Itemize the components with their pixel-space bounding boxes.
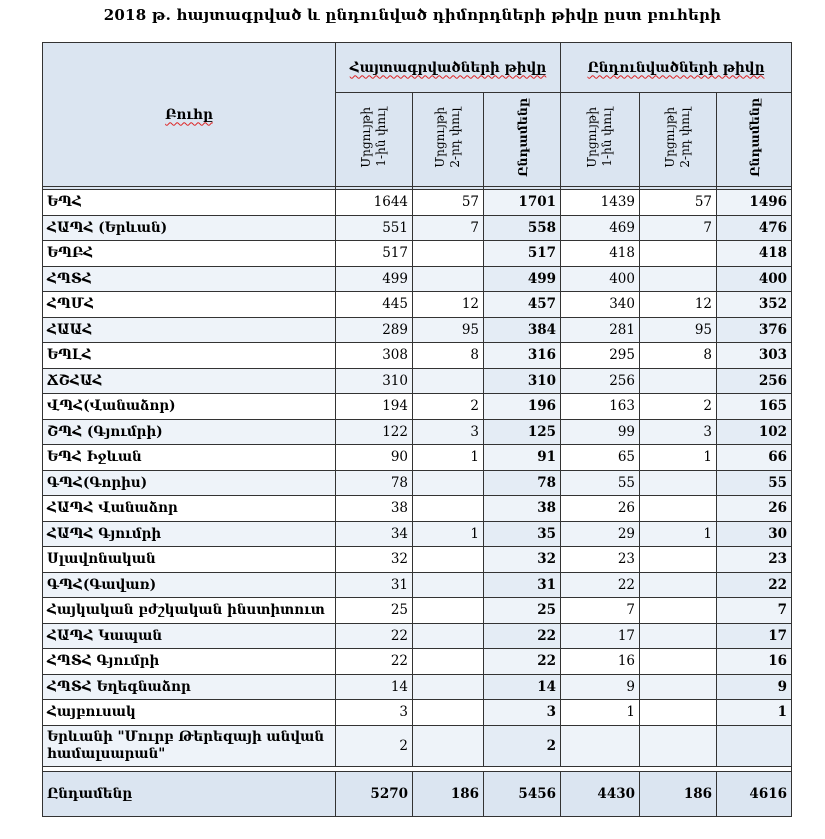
admitted-round1: 418 bbox=[561, 241, 640, 267]
applied-round2: 3 bbox=[413, 419, 484, 445]
totals-row bbox=[43, 771, 792, 816]
totals-label: Ընդամենը bbox=[43, 771, 336, 816]
applied-round1: 34 bbox=[336, 521, 413, 547]
table-row bbox=[43, 700, 792, 726]
university-name: ԵՊՀ Իջևան bbox=[43, 445, 336, 471]
table-row bbox=[43, 547, 792, 573]
admitted-round2 bbox=[640, 674, 717, 700]
header-admitted-round1: Մրցույթի 1-ին փուլ bbox=[561, 93, 640, 187]
university-name: Սլավոնական bbox=[43, 547, 336, 573]
admissions-table bbox=[42, 42, 792, 817]
applied-round2: 57 bbox=[413, 190, 484, 216]
admitted-round1: 29 bbox=[561, 521, 640, 547]
table-row bbox=[43, 445, 792, 471]
applied-total: 91 bbox=[484, 445, 561, 471]
admitted-total: 7 bbox=[717, 598, 792, 624]
admitted-round2: 1 bbox=[640, 445, 717, 471]
admitted-total: 376 bbox=[717, 317, 792, 343]
applied-round1: 517 bbox=[336, 241, 413, 267]
admitted-round2 bbox=[640, 241, 717, 267]
university-name: ԵՊԲՀ bbox=[43, 241, 336, 267]
university-name: ՀԱՊՀ Վանաձոր bbox=[43, 496, 336, 522]
admitted-total: 102 bbox=[717, 419, 792, 445]
applied-round2 bbox=[413, 470, 484, 496]
applied-round2 bbox=[413, 623, 484, 649]
admitted-round2 bbox=[640, 700, 717, 726]
applied-round2 bbox=[413, 725, 484, 766]
applied-round2: 12 bbox=[413, 292, 484, 318]
university-name: ԵՊՀ bbox=[43, 190, 336, 216]
admitted-round1: 7 bbox=[561, 598, 640, 624]
applied-round2 bbox=[413, 266, 484, 292]
applied-round1: 14 bbox=[336, 674, 413, 700]
admitted-total: 476 bbox=[717, 215, 792, 241]
admitted-total: 26 bbox=[717, 496, 792, 522]
admitted-round2 bbox=[640, 470, 717, 496]
header-admitted-total: Ընդամենը bbox=[717, 93, 792, 187]
applied-round2: 2 bbox=[413, 394, 484, 420]
university-name: ՀՊՄՀ bbox=[43, 292, 336, 318]
totals-a2: 186 bbox=[413, 771, 484, 816]
university-name: Հայբուսակ bbox=[43, 700, 336, 726]
admitted-round2: 2 bbox=[640, 394, 717, 420]
applied-total: 125 bbox=[484, 419, 561, 445]
applied-total: 310 bbox=[484, 368, 561, 394]
applied-total: 78 bbox=[484, 470, 561, 496]
university-name: ՀԱՊՀ Գյումրի bbox=[43, 521, 336, 547]
applied-round1: 90 bbox=[336, 445, 413, 471]
table-row bbox=[43, 623, 792, 649]
applied-total: 384 bbox=[484, 317, 561, 343]
applied-round1: 32 bbox=[336, 547, 413, 573]
admitted-total: 16 bbox=[717, 649, 792, 675]
applied-total: 1701 bbox=[484, 190, 561, 216]
admitted-round1: 1 bbox=[561, 700, 640, 726]
applied-round1: 499 bbox=[336, 266, 413, 292]
university-name: Հայկական բժշկական ինստիտուտ bbox=[43, 598, 336, 624]
header-group-applied: Հայտագրվածների թիվը bbox=[336, 43, 561, 93]
totals-b1: 4430 bbox=[561, 771, 640, 816]
applied-total: 457 bbox=[484, 292, 561, 318]
applied-round2 bbox=[413, 241, 484, 267]
applied-round1: 22 bbox=[336, 649, 413, 675]
applied-round2 bbox=[413, 572, 484, 598]
table-row bbox=[43, 419, 792, 445]
university-name: ՀԱԱՀ bbox=[43, 317, 336, 343]
applied-round2 bbox=[413, 649, 484, 675]
table-row bbox=[43, 649, 792, 675]
applied-round1: 310 bbox=[336, 368, 413, 394]
applied-total: 2 bbox=[484, 725, 561, 766]
applied-round1: 3 bbox=[336, 700, 413, 726]
admitted-total: 55 bbox=[717, 470, 792, 496]
totals-at: 5456 bbox=[484, 771, 561, 816]
admitted-round1: 23 bbox=[561, 547, 640, 573]
admitted-total: 256 bbox=[717, 368, 792, 394]
university-name: ՃՇՀԱՀ bbox=[43, 368, 336, 394]
admitted-round2: 57 bbox=[640, 190, 717, 216]
header-applied-round1: Մրցույթի 1-ին փուլ bbox=[336, 93, 413, 187]
applied-round2 bbox=[413, 368, 484, 394]
university-name: ՀԱՊՀ Կապան bbox=[43, 623, 336, 649]
header-admitted-round2: Մրցույթի 2-րդ փուլ bbox=[640, 93, 717, 187]
totals-a1: 5270 bbox=[336, 771, 413, 816]
table-row bbox=[43, 598, 792, 624]
applied-round1: 31 bbox=[336, 572, 413, 598]
table-row bbox=[43, 266, 792, 292]
university-name: ՇՊՀ (Գյումրի) bbox=[43, 419, 336, 445]
university-name: ՀԱՊՀ (Երևան) bbox=[43, 215, 336, 241]
table-row bbox=[43, 572, 792, 598]
table-row bbox=[43, 496, 792, 522]
university-name: ՀՊՏՀ bbox=[43, 266, 336, 292]
applied-total: 3 bbox=[484, 700, 561, 726]
admitted-total: 17 bbox=[717, 623, 792, 649]
admitted-round2 bbox=[640, 547, 717, 573]
table-row bbox=[43, 292, 792, 318]
applied-round1: 1644 bbox=[336, 190, 413, 216]
applied-round2 bbox=[413, 598, 484, 624]
applied-total: 22 bbox=[484, 649, 561, 675]
applied-total: 22 bbox=[484, 623, 561, 649]
admitted-round1: 295 bbox=[561, 343, 640, 369]
admitted-round2: 12 bbox=[640, 292, 717, 318]
table-row bbox=[43, 394, 792, 420]
admitted-round1: 400 bbox=[561, 266, 640, 292]
admitted-total: 30 bbox=[717, 521, 792, 547]
table-row bbox=[43, 725, 792, 766]
admitted-round1: 163 bbox=[561, 394, 640, 420]
table-row bbox=[43, 241, 792, 267]
admitted-round2 bbox=[640, 368, 717, 394]
applied-round1: 122 bbox=[336, 419, 413, 445]
totals-b2: 186 bbox=[640, 771, 717, 816]
admitted-total: 352 bbox=[717, 292, 792, 318]
applied-total: 14 bbox=[484, 674, 561, 700]
applied-round1: 38 bbox=[336, 496, 413, 522]
university-name: Երևանի "Մուրբ Թերեզայի անվան համալսարան" bbox=[43, 725, 336, 766]
applied-round2: 1 bbox=[413, 445, 484, 471]
applied-round1: 22 bbox=[336, 623, 413, 649]
applied-round2 bbox=[413, 547, 484, 573]
header-applied-round2: Մրցույթի 2-րդ փուլ bbox=[413, 93, 484, 187]
admitted-total bbox=[717, 725, 792, 766]
university-name: ԳՊՀ(Գավառ) bbox=[43, 572, 336, 598]
applied-round2 bbox=[413, 674, 484, 700]
admitted-round1: 99 bbox=[561, 419, 640, 445]
admitted-total: 303 bbox=[717, 343, 792, 369]
admitted-round1: 16 bbox=[561, 649, 640, 675]
admitted-round1: 281 bbox=[561, 317, 640, 343]
university-name: ԳՊՀ(Գորիս) bbox=[43, 470, 336, 496]
applied-total: 25 bbox=[484, 598, 561, 624]
applied-round1: 194 bbox=[336, 394, 413, 420]
admitted-round2 bbox=[640, 725, 717, 766]
applied-total: 31 bbox=[484, 572, 561, 598]
admitted-round2: 3 bbox=[640, 419, 717, 445]
admitted-round2 bbox=[640, 598, 717, 624]
applied-total: 38 bbox=[484, 496, 561, 522]
page-title: 2018 թ. հայտագրված և ընդունված դիմորդների թիվը ըստ բուհերի bbox=[103, 6, 722, 24]
applied-total: 316 bbox=[484, 343, 561, 369]
applied-total: 32 bbox=[484, 547, 561, 573]
applied-round2 bbox=[413, 496, 484, 522]
applied-round2: 8 bbox=[413, 343, 484, 369]
admitted-round2 bbox=[640, 572, 717, 598]
applied-round2 bbox=[413, 700, 484, 726]
applied-round1: 289 bbox=[336, 317, 413, 343]
admitted-total: 1496 bbox=[717, 190, 792, 216]
table-row bbox=[43, 190, 792, 216]
admitted-round1: 256 bbox=[561, 368, 640, 394]
applied-total: 499 bbox=[484, 266, 561, 292]
applied-total: 35 bbox=[484, 521, 561, 547]
admitted-round1: 17 bbox=[561, 623, 640, 649]
table-row bbox=[43, 521, 792, 547]
totals-bt: 4616 bbox=[717, 771, 792, 816]
admitted-round2 bbox=[640, 496, 717, 522]
applied-round1: 2 bbox=[336, 725, 413, 766]
admitted-total: 9 bbox=[717, 674, 792, 700]
applied-round2: 1 bbox=[413, 521, 484, 547]
applied-round1: 78 bbox=[336, 470, 413, 496]
admitted-round2: 1 bbox=[640, 521, 717, 547]
header-applied-total: Ընդամենը bbox=[484, 93, 561, 187]
applied-total: 196 bbox=[484, 394, 561, 420]
table-row bbox=[43, 368, 792, 394]
applied-round1: 445 bbox=[336, 292, 413, 318]
table-body bbox=[43, 187, 792, 817]
admitted-total: 165 bbox=[717, 394, 792, 420]
admitted-round2: 8 bbox=[640, 343, 717, 369]
applied-round1: 308 bbox=[336, 343, 413, 369]
admitted-round1: 65 bbox=[561, 445, 640, 471]
admitted-round1: 469 bbox=[561, 215, 640, 241]
admitted-round1 bbox=[561, 725, 640, 766]
university-name: ՎՊՀ(Վանաձոր) bbox=[43, 394, 336, 420]
admitted-round1: 26 bbox=[561, 496, 640, 522]
applied-round1: 25 bbox=[336, 598, 413, 624]
admitted-round1: 22 bbox=[561, 572, 640, 598]
admitted-total: 400 bbox=[717, 266, 792, 292]
admitted-round2 bbox=[640, 623, 717, 649]
admitted-total: 22 bbox=[717, 572, 792, 598]
admitted-round2: 95 bbox=[640, 317, 717, 343]
admitted-total: 418 bbox=[717, 241, 792, 267]
header-group-admitted: Ընդունվածների թիվը bbox=[561, 43, 792, 93]
table-row bbox=[43, 343, 792, 369]
table-row bbox=[43, 470, 792, 496]
table-row bbox=[43, 317, 792, 343]
applied-round2: 7 bbox=[413, 215, 484, 241]
table-row bbox=[43, 215, 792, 241]
applied-total: 558 bbox=[484, 215, 561, 241]
university-name: ՀՊՏՀ Եղեգնաձոր bbox=[43, 674, 336, 700]
applied-round2: 95 bbox=[413, 317, 484, 343]
admitted-round1: 9 bbox=[561, 674, 640, 700]
applied-round1: 551 bbox=[336, 215, 413, 241]
admitted-round2 bbox=[640, 649, 717, 675]
university-name: ԵՊԼՀ bbox=[43, 343, 336, 369]
admitted-round2: 7 bbox=[640, 215, 717, 241]
admitted-round1: 340 bbox=[561, 292, 640, 318]
admitted-round1: 1439 bbox=[561, 190, 640, 216]
header-university: Բուհը bbox=[43, 43, 336, 187]
admitted-total: 23 bbox=[717, 547, 792, 573]
university-name: ՀՊՏՀ Գյումրի bbox=[43, 649, 336, 675]
admitted-round1: 55 bbox=[561, 470, 640, 496]
table-row bbox=[43, 674, 792, 700]
admitted-total: 66 bbox=[717, 445, 792, 471]
admitted-total: 1 bbox=[717, 700, 792, 726]
applied-total: 517 bbox=[484, 241, 561, 267]
admitted-round2 bbox=[640, 266, 717, 292]
